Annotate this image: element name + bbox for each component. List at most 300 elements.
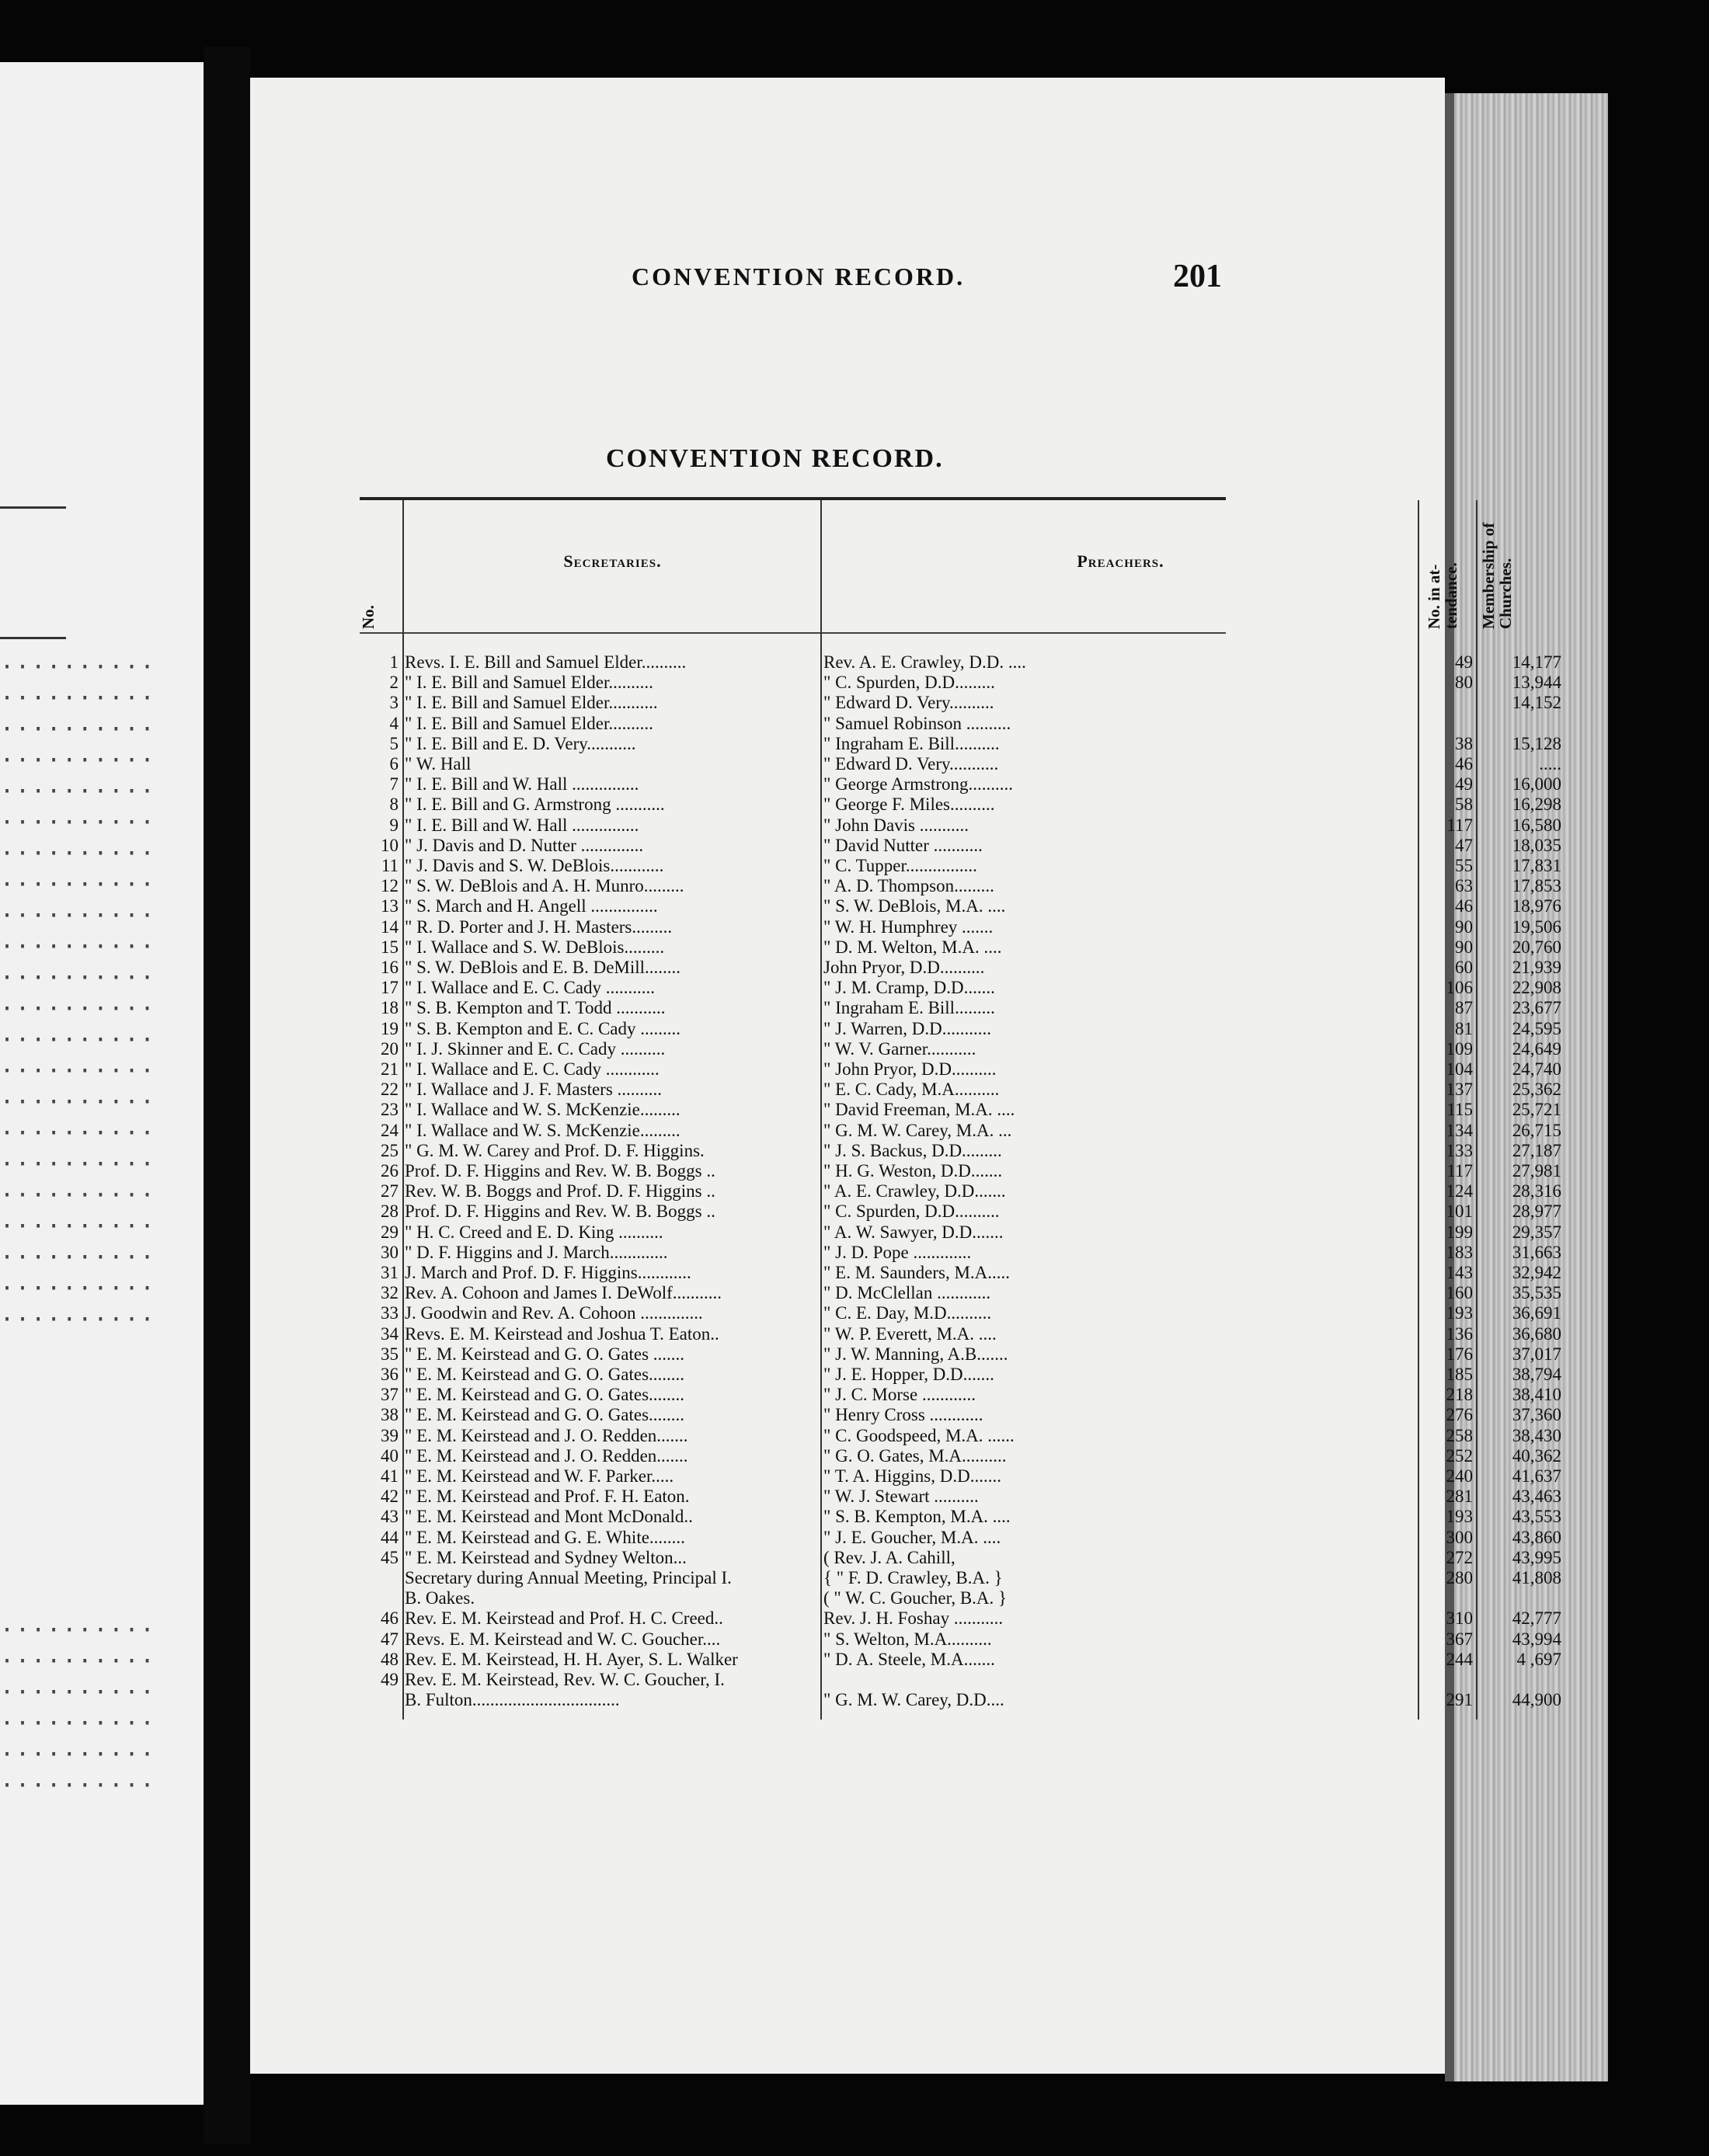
table-row — [360, 673, 1561, 693]
secretaries-cell: " E. M. Keirstead and J. O. Redden....... — [405, 1445, 688, 1466]
preachers-cell: " Henry Cross ............ — [823, 1405, 983, 1425]
table-row — [360, 1649, 1561, 1670]
table-row — [360, 1059, 1561, 1080]
preachers-cell: Rev. J. H. Foshay ........... — [823, 1608, 1004, 1629]
secretaries-cell: Rev. E. M. Keirstead, Rev. W. C. Goucher, I. — [405, 1670, 725, 1689]
table-row — [360, 958, 1561, 978]
secretaries-cell: " I. Wallace and W. S. McKenzie......... — [405, 1120, 680, 1140]
secretaries-cell: " J. Davis and D. Nutter .............. — [405, 835, 644, 855]
preachers-cell: " W. H. Humphrey ....... — [823, 916, 994, 937]
table-row — [360, 1365, 1561, 1385]
secretaries-cell: J. March and Prof. D. F. Higgins............ — [405, 1263, 691, 1282]
row-number: 9 — [389, 815, 399, 835]
membership-cell: 15,128 — [1512, 733, 1561, 753]
secretaries-cell: " G. M. W. Carey and Prof. D. F. Higgins. — [405, 1140, 705, 1160]
membership-cell: 28,977 — [1512, 1201, 1561, 1222]
table-row — [360, 1425, 1561, 1446]
secretaries-cell: " I. J. Skinner and E. C. Cady .......... — [405, 1038, 666, 1059]
row-number: 48 — [381, 1649, 399, 1669]
preachers-cell: " J. E. Goucher, M.A. .... — [823, 1527, 1001, 1547]
table-row — [360, 733, 1561, 754]
table-row — [360, 1690, 1561, 1710]
table-row — [360, 1283, 1561, 1303]
table-row — [360, 937, 1561, 958]
secretaries-cell: " I. Wallace and S. W. DeBlois......... — [405, 937, 665, 957]
table-row — [360, 1568, 1561, 1588]
attendance-cell: 90 — [1455, 937, 1473, 957]
table-row — [360, 1608, 1561, 1629]
table-row — [360, 795, 1561, 815]
attendance-cell: 300 — [1446, 1527, 1473, 1547]
left-page-rule — [0, 637, 66, 639]
table-row — [360, 1487, 1561, 1507]
row-number: 22 — [381, 1080, 399, 1100]
table-row — [360, 1323, 1561, 1344]
row-number: 46 — [381, 1608, 399, 1629]
table-row — [360, 1670, 1226, 1690]
table-row — [360, 1222, 1561, 1243]
preachers-cell: John Pryor, D.D.......... — [823, 958, 985, 977]
attendance-cell: 81 — [1455, 1018, 1473, 1038]
row-number: 35 — [381, 1344, 399, 1364]
attendance-cell: 176 — [1446, 1344, 1473, 1364]
table-row — [360, 1038, 1561, 1059]
attendance-cell: 160 — [1446, 1283, 1473, 1303]
membership-cell: 43,860 — [1512, 1527, 1561, 1547]
preachers-cell: " S. Welton, M.A.......... — [823, 1629, 992, 1649]
membership-cell: 24,740 — [1512, 1059, 1561, 1079]
row-number: 26 — [381, 1161, 399, 1181]
attendance-cell: 143 — [1446, 1263, 1473, 1282]
attendance-cell: 134 — [1446, 1120, 1473, 1140]
secretaries-cell: " I. Wallace and E. C. Cady ............ — [405, 1059, 660, 1079]
preachers-cell: " W. V. Garner........... — [823, 1038, 976, 1059]
preachers-cell: " G. M. W. Carey, M.A. ... — [823, 1120, 1012, 1140]
row-number: 27 — [381, 1181, 399, 1201]
table-row — [360, 1080, 1561, 1100]
secretaries-cell: " E. M. Keirstead and G. E. White........ — [405, 1527, 685, 1547]
preachers-cell: " J. C. Morse ............ — [823, 1385, 976, 1405]
preachers-cell: ( " W. C. Goucher, B.A. } — [823, 1588, 1008, 1608]
table-row — [360, 1018, 1561, 1039]
membership-cell: 41,808 — [1512, 1568, 1561, 1587]
attendance-cell: 124 — [1446, 1181, 1473, 1201]
membership-cell: 4 ,697 — [1516, 1649, 1561, 1669]
membership-cell: 24,595 — [1512, 1018, 1561, 1038]
secretaries-cell: " E. M. Keirstead and W. F. Parker..... — [405, 1466, 674, 1486]
row-number: 45 — [381, 1547, 399, 1567]
attendance-cell: 80 — [1455, 673, 1473, 693]
table-row — [360, 978, 1561, 998]
table-row — [360, 1161, 1561, 1181]
row-number: 1 — [389, 652, 399, 672]
table-row — [360, 1344, 1561, 1365]
row-number: 31 — [381, 1263, 399, 1282]
secretaries-cell: J. Goodwin and Rev. A. Cohoon .............. — [405, 1303, 703, 1323]
membership-cell: 16,298 — [1512, 795, 1561, 815]
row-number: 28 — [381, 1201, 399, 1222]
book-gutter — [204, 47, 250, 2144]
secretaries-cell: " I. E. Bill and G. Armstrong ........... — [405, 795, 665, 815]
secretaries-cell: " E. M. Keirstead and G. O. Gates........ — [405, 1405, 685, 1425]
row-number: 24 — [381, 1120, 399, 1140]
row-number: 16 — [381, 958, 399, 977]
attendance-cell: 117 — [1446, 1161, 1473, 1181]
attendance-cell: 38 — [1455, 733, 1473, 753]
header-secretaries: Secretaries. — [563, 551, 662, 571]
membership-cell: 21,939 — [1512, 958, 1561, 977]
membership-cell: 22,908 — [1512, 978, 1561, 998]
membership-cell: 23,677 — [1512, 998, 1561, 1018]
attendance-cell: 240 — [1446, 1466, 1473, 1486]
secretaries-cell: Rev. E. M. Keirstead, H. H. Ayer, S. L. Walker — [405, 1649, 738, 1669]
attendance-cell: 46 — [1455, 754, 1473, 774]
preachers-cell: " Samuel Robinson .......... — [823, 713, 1011, 733]
attendance-cell: 137 — [1446, 1080, 1473, 1100]
attendance-cell: 276 — [1446, 1405, 1473, 1425]
table-row — [360, 1242, 1561, 1263]
row-number: 30 — [381, 1242, 399, 1262]
table-row — [360, 774, 1561, 795]
row-number: 14 — [381, 916, 399, 937]
membership-cell: 18,976 — [1512, 896, 1561, 916]
preachers-cell: " T. A. Higgins, D.D....... — [823, 1466, 1001, 1486]
attendance-cell: 367 — [1446, 1629, 1473, 1649]
preachers-cell: " C. Spurden, D.D.......... — [823, 1201, 1000, 1222]
table-row — [360, 1303, 1561, 1323]
attendance-cell: 281 — [1446, 1487, 1473, 1507]
membership-cell: 14,177 — [1512, 652, 1561, 672]
attendance-cell: 106 — [1446, 978, 1473, 998]
attendance-cell: 63 — [1455, 876, 1473, 896]
membership-cell: 43,995 — [1512, 1547, 1561, 1567]
membership-cell: 32,942 — [1512, 1263, 1561, 1282]
secretaries-cell: " I. E. Bill and E. D. Very........... — [405, 733, 636, 753]
preachers-cell: { " F. D. Crawley, B.A. } — [823, 1568, 1003, 1587]
secretaries-cell: " I. E. Bill and W. Hall ............... — [405, 774, 639, 795]
secretaries-cell: " S. W. DeBlois and E. B. DeMill........ — [405, 958, 681, 977]
header-attendance: No. in at- tendance. — [1425, 562, 1460, 629]
header-preachers: Preachers. — [1077, 551, 1164, 571]
membership-cell: 19,506 — [1512, 916, 1561, 937]
membership-cell: 44,900 — [1512, 1690, 1561, 1710]
membership-cell: 28,316 — [1512, 1181, 1561, 1201]
attendance-cell: 199 — [1446, 1222, 1473, 1242]
membership-cell: 37,017 — [1512, 1344, 1561, 1364]
preachers-cell: " Ingraham E. Bill.......... — [823, 733, 1000, 753]
attendance-cell: 310 — [1446, 1608, 1473, 1629]
secretaries-cell: Rev. A. Cohoon and James I. DeWolf........... — [405, 1283, 722, 1303]
preachers-cell: " A. W. Sawyer, D.D....... — [823, 1222, 1004, 1242]
row-number: 10 — [381, 835, 399, 855]
secretaries-cell: " J. Davis and S. W. DeBlois............ — [405, 856, 664, 875]
secretaries-cell: " H. C. Creed and E. D. King .......... — [405, 1222, 663, 1242]
preachers-cell: " D. M. Welton, M.A. .... — [823, 937, 1002, 957]
membership-cell: 42,777 — [1512, 1608, 1561, 1629]
row-number: 33 — [381, 1303, 399, 1323]
preachers-cell: " C. Tupper................ — [823, 856, 977, 875]
secretaries-cell: " S. March and H. Angell ............... — [405, 896, 658, 916]
table-row — [360, 815, 1561, 836]
membership-cell: ..... — [1539, 754, 1561, 774]
table-top-rule — [360, 497, 1226, 500]
secretaries-cell: Revs. I. E. Bill and Samuel Elder.......... — [405, 652, 687, 672]
row-number: 12 — [381, 876, 399, 896]
preachers-cell: " Edward D. Very.......... — [823, 693, 994, 713]
row-number: 44 — [381, 1527, 399, 1547]
row-number: 15 — [381, 937, 399, 957]
attendance-cell: 55 — [1455, 856, 1473, 875]
table-row — [360, 1140, 1561, 1161]
preachers-cell: Rev. A. E. Crawley, D.D. .... — [823, 652, 1026, 672]
membership-cell: 37,360 — [1512, 1405, 1561, 1425]
table-row — [360, 1445, 1561, 1466]
membership-cell: 17,853 — [1512, 876, 1561, 896]
row-number: 20 — [381, 1038, 399, 1059]
attendance-cell: 117 — [1446, 815, 1473, 835]
table-row — [360, 1629, 1561, 1650]
attendance-cell: 244 — [1446, 1649, 1473, 1669]
membership-cell: 27,187 — [1512, 1140, 1561, 1160]
secretaries-cell: " E. M. Keirstead and G. O. Gates........ — [405, 1365, 685, 1384]
membership-cell: 26,715 — [1512, 1120, 1561, 1140]
secretaries-cell: " I. Wallace and E. C. Cady ........... — [405, 978, 656, 998]
membership-cell: 16,000 — [1512, 774, 1561, 795]
preachers-cell: " J. W. Manning, A.B....... — [823, 1344, 1008, 1364]
attendance-cell: 183 — [1446, 1242, 1473, 1262]
table-row — [360, 1385, 1561, 1405]
attendance-cell: 109 — [1446, 1038, 1473, 1059]
secretaries-cell: B. Oakes. — [405, 1588, 475, 1608]
preachers-cell: " E. C. Cady, M.A.......... — [823, 1080, 1000, 1100]
secretaries-cell: B. Fulton................................. — [405, 1690, 620, 1710]
row-number: 18 — [381, 998, 399, 1018]
preachers-cell: " D. McClellan ............ — [823, 1283, 991, 1303]
secretaries-cell: " W. Hall — [405, 754, 472, 774]
secretaries-cell: " I. E. Bill and W. Hall ............... — [405, 815, 639, 835]
membership-cell: 16,580 — [1512, 815, 1561, 835]
attendance-cell: 258 — [1446, 1425, 1473, 1445]
membership-cell: 36,680 — [1512, 1323, 1561, 1344]
left-page-rule — [0, 506, 66, 509]
preachers-cell: " C. Spurden, D.D......... — [823, 673, 995, 693]
membership-cell: 38,430 — [1512, 1425, 1561, 1445]
attendance-cell: 60 — [1455, 958, 1473, 977]
preachers-cell: " J. D. Pope ............. — [823, 1242, 972, 1262]
attendance-cell: 47 — [1455, 835, 1473, 855]
row-number: 40 — [381, 1445, 399, 1466]
membership-cell: 18,035 — [1512, 835, 1561, 855]
attendance-cell: 133 — [1446, 1140, 1473, 1160]
secretaries-cell: Prof. D. F. Higgins and Rev. W. B. Boggs .. — [405, 1161, 715, 1181]
secretaries-cell: Revs. E. M. Keirstead and Joshua T. Eaton.. — [405, 1323, 719, 1344]
preachers-cell: " C. Goodspeed, M.A. ...... — [823, 1425, 1015, 1445]
header-membership: Membership of Churches. — [1479, 522, 1515, 629]
membership-cell: 43,463 — [1512, 1487, 1561, 1507]
membership-cell: 29,357 — [1512, 1222, 1561, 1242]
preachers-cell: " G. M. W. Carey, D.D.... — [823, 1690, 1004, 1710]
membership-cell: 38,794 — [1512, 1365, 1561, 1384]
attendance-cell: 272 — [1446, 1547, 1473, 1567]
preachers-cell: " S. B. Kempton, M.A. .... — [823, 1507, 1011, 1527]
preachers-cell: " W. J. Stewart .......... — [823, 1487, 979, 1507]
membership-cell: 38,410 — [1512, 1385, 1561, 1405]
row-number: 43 — [381, 1507, 399, 1527]
preachers-cell: " J. E. Hopper, D.D....... — [823, 1365, 994, 1384]
row-number: 3 — [389, 693, 399, 713]
secretaries-cell: " I. Wallace and J. F. Masters .......... — [405, 1080, 663, 1100]
secretaries-cell: " I. E. Bill and Samuel Elder.......... — [405, 713, 653, 733]
row-number: 2 — [389, 673, 399, 693]
row-number: 36 — [381, 1365, 399, 1384]
attendance-cell: 49 — [1455, 774, 1473, 795]
row-number: 5 — [389, 733, 399, 753]
row-number: 23 — [381, 1100, 399, 1120]
attendance-cell: 193 — [1446, 1507, 1473, 1527]
row-number: 37 — [381, 1385, 399, 1405]
membership-cell: 36,691 — [1512, 1303, 1561, 1323]
preachers-cell: " David Nutter ........... — [823, 835, 983, 855]
row-number: 32 — [381, 1283, 399, 1303]
left-page-leaders: ·········· ·········· ·········· ·········· ·········· ·········· ·········· ·········· ·········· ·········· ·········· ·········· ·········· ·········· ·········· ·········· ·········· ·········· ·········· ·········· ·········· ·········· — [0, 654, 156, 1334]
membership-cell: 17,831 — [1512, 856, 1561, 875]
attendance-cell: 185 — [1446, 1365, 1473, 1384]
column-divider — [1418, 500, 1419, 1720]
row-number: 4 — [389, 713, 399, 733]
table-row — [360, 998, 1561, 1018]
table-row — [360, 1466, 1561, 1487]
table-row — [360, 1527, 1561, 1548]
row-number: 42 — [381, 1487, 399, 1507]
secretaries-cell: " S. W. DeBlois and A. H. Munro......... — [405, 876, 684, 896]
secretaries-cell: " S. B. Kempton and T. Todd ........... — [405, 998, 666, 1018]
secretaries-cell: " E. M. Keirstead and Sydney Welton... — [405, 1547, 687, 1567]
row-number: 6 — [389, 754, 399, 774]
membership-cell: 25,362 — [1512, 1080, 1561, 1100]
secretaries-cell: " S. B. Kempton and E. C. Cady ......... — [405, 1018, 681, 1038]
table-row — [360, 1507, 1561, 1527]
preachers-cell: " A. D. Thompson......... — [823, 876, 994, 896]
secretaries-cell: " R. D. Porter and J. H. Masters......... — [405, 916, 673, 937]
preachers-cell: " A. E. Crawley, D.D....... — [823, 1181, 1006, 1201]
preachers-cell: " J. S. Backus, D.D......... — [823, 1140, 1002, 1160]
preachers-cell: " David Freeman, M.A. .... — [823, 1100, 1015, 1120]
preachers-cell: " E. M. Saunders, M.A..... — [823, 1263, 1011, 1282]
table-row — [360, 1588, 1226, 1608]
preachers-cell: " Edward D. Very........... — [823, 754, 999, 774]
preachers-cell: " W. P. Everett, M.A. .... — [823, 1323, 997, 1344]
running-header: CONVENTION RECORD. — [632, 263, 966, 290]
row-number: 8 — [389, 795, 399, 815]
table-row — [360, 1547, 1561, 1568]
table-row — [360, 1201, 1561, 1222]
preachers-cell: " J. Warren, D.D........... — [823, 1018, 991, 1038]
attendance-cell: 291 — [1446, 1690, 1473, 1710]
row-number: 19 — [381, 1018, 399, 1038]
secretaries-cell: " E. M. Keirstead and G. O. Gates........ — [405, 1385, 685, 1405]
membership-cell: 25,721 — [1512, 1100, 1561, 1120]
preachers-cell: " John Pryor, D.D.......... — [823, 1059, 997, 1079]
membership-cell: 27,981 — [1512, 1161, 1561, 1181]
secretaries-cell: " E. M. Keirstead and Mont McDonald.. — [405, 1507, 693, 1527]
row-number: 34 — [381, 1323, 399, 1344]
table-row — [360, 652, 1561, 673]
preachers-cell: " G. O. Gates, M.A.......... — [823, 1445, 1007, 1466]
secretaries-cell: Rev. E. M. Keirstead and Prof. H. C. Creed.. — [405, 1608, 723, 1629]
membership-cell: 35,535 — [1512, 1283, 1561, 1303]
attendance-cell: 280 — [1446, 1568, 1473, 1587]
attendance-cell: 90 — [1455, 916, 1473, 937]
header-no: No. — [359, 605, 378, 629]
attendance-cell: 252 — [1446, 1445, 1473, 1466]
page-number: 201 — [1173, 259, 1222, 294]
membership-cell: 41,637 — [1512, 1466, 1561, 1486]
preachers-cell: " D. A. Steele, M.A....... — [823, 1649, 995, 1669]
row-number: 38 — [381, 1405, 399, 1425]
membership-cell: 43,994 — [1512, 1629, 1561, 1649]
preachers-cell: " J. M. Cramp, D.D....... — [823, 978, 995, 998]
preachers-cell: " John Davis ........... — [823, 815, 969, 835]
row-number: 29 — [381, 1222, 399, 1242]
attendance-cell: 49 — [1455, 652, 1473, 672]
left-page-leaders: ·········· ·········· ·········· ·········· ·········· ·········· — [0, 1617, 156, 1800]
secretaries-cell: " E. M. Keirstead and G. O. Gates ....... — [405, 1344, 685, 1364]
attendance-cell: 115 — [1446, 1100, 1473, 1120]
table-row — [360, 835, 1561, 856]
table-row — [360, 1181, 1561, 1201]
preachers-cell: " Ingraham E. Bill......... — [823, 998, 995, 1018]
attendance-cell: 104 — [1446, 1059, 1473, 1079]
row-number: 47 — [381, 1629, 399, 1649]
membership-cell: 13,944 — [1512, 673, 1561, 693]
attendance-cell: 101 — [1446, 1201, 1473, 1222]
secretaries-cell: " I. E. Bill and Samuel Elder........... — [405, 693, 658, 713]
left-page-fragment — [0, 62, 204, 2105]
table-row — [360, 1405, 1561, 1425]
table-row — [360, 1100, 1561, 1120]
membership-cell: 31,663 — [1512, 1242, 1561, 1262]
table-row — [360, 714, 1226, 734]
membership-cell: 24,649 — [1512, 1038, 1561, 1059]
row-number: 17 — [381, 978, 399, 998]
table-row — [360, 856, 1561, 876]
secretaries-cell: " I. E. Bill and Samuel Elder.......... — [405, 673, 653, 693]
table-row — [360, 1263, 1561, 1283]
row-number: 39 — [381, 1425, 399, 1445]
attendance-cell: 58 — [1455, 795, 1473, 815]
secretaries-cell: " E. M. Keirstead and J. O. Redden....... — [405, 1425, 688, 1445]
preachers-cell: " George F. Miles.......... — [823, 795, 995, 815]
secretaries-cell: " D. F. Higgins and J. March............. — [405, 1242, 668, 1262]
membership-cell: 40,362 — [1512, 1445, 1561, 1466]
row-number: 49 — [381, 1670, 399, 1689]
table-row — [360, 1120, 1561, 1141]
membership-cell: 43,553 — [1512, 1507, 1561, 1527]
preachers-cell: " H. G. Weston, D.D....... — [823, 1161, 1003, 1181]
table-header-rule — [360, 632, 1226, 634]
table-row — [360, 916, 1561, 937]
secretaries-cell: " E. M. Keirstead and Prof. F. H. Eaton. — [405, 1487, 690, 1507]
attendance-cell: 193 — [1446, 1303, 1473, 1323]
row-number: 25 — [381, 1140, 399, 1160]
attendance-cell: 87 — [1455, 998, 1473, 1018]
table-row — [360, 693, 1561, 713]
table-row — [360, 754, 1561, 774]
attendance-cell: 46 — [1455, 896, 1473, 916]
row-number: 7 — [389, 774, 399, 795]
row-number: 41 — [381, 1466, 399, 1486]
row-number: 11 — [381, 856, 399, 875]
